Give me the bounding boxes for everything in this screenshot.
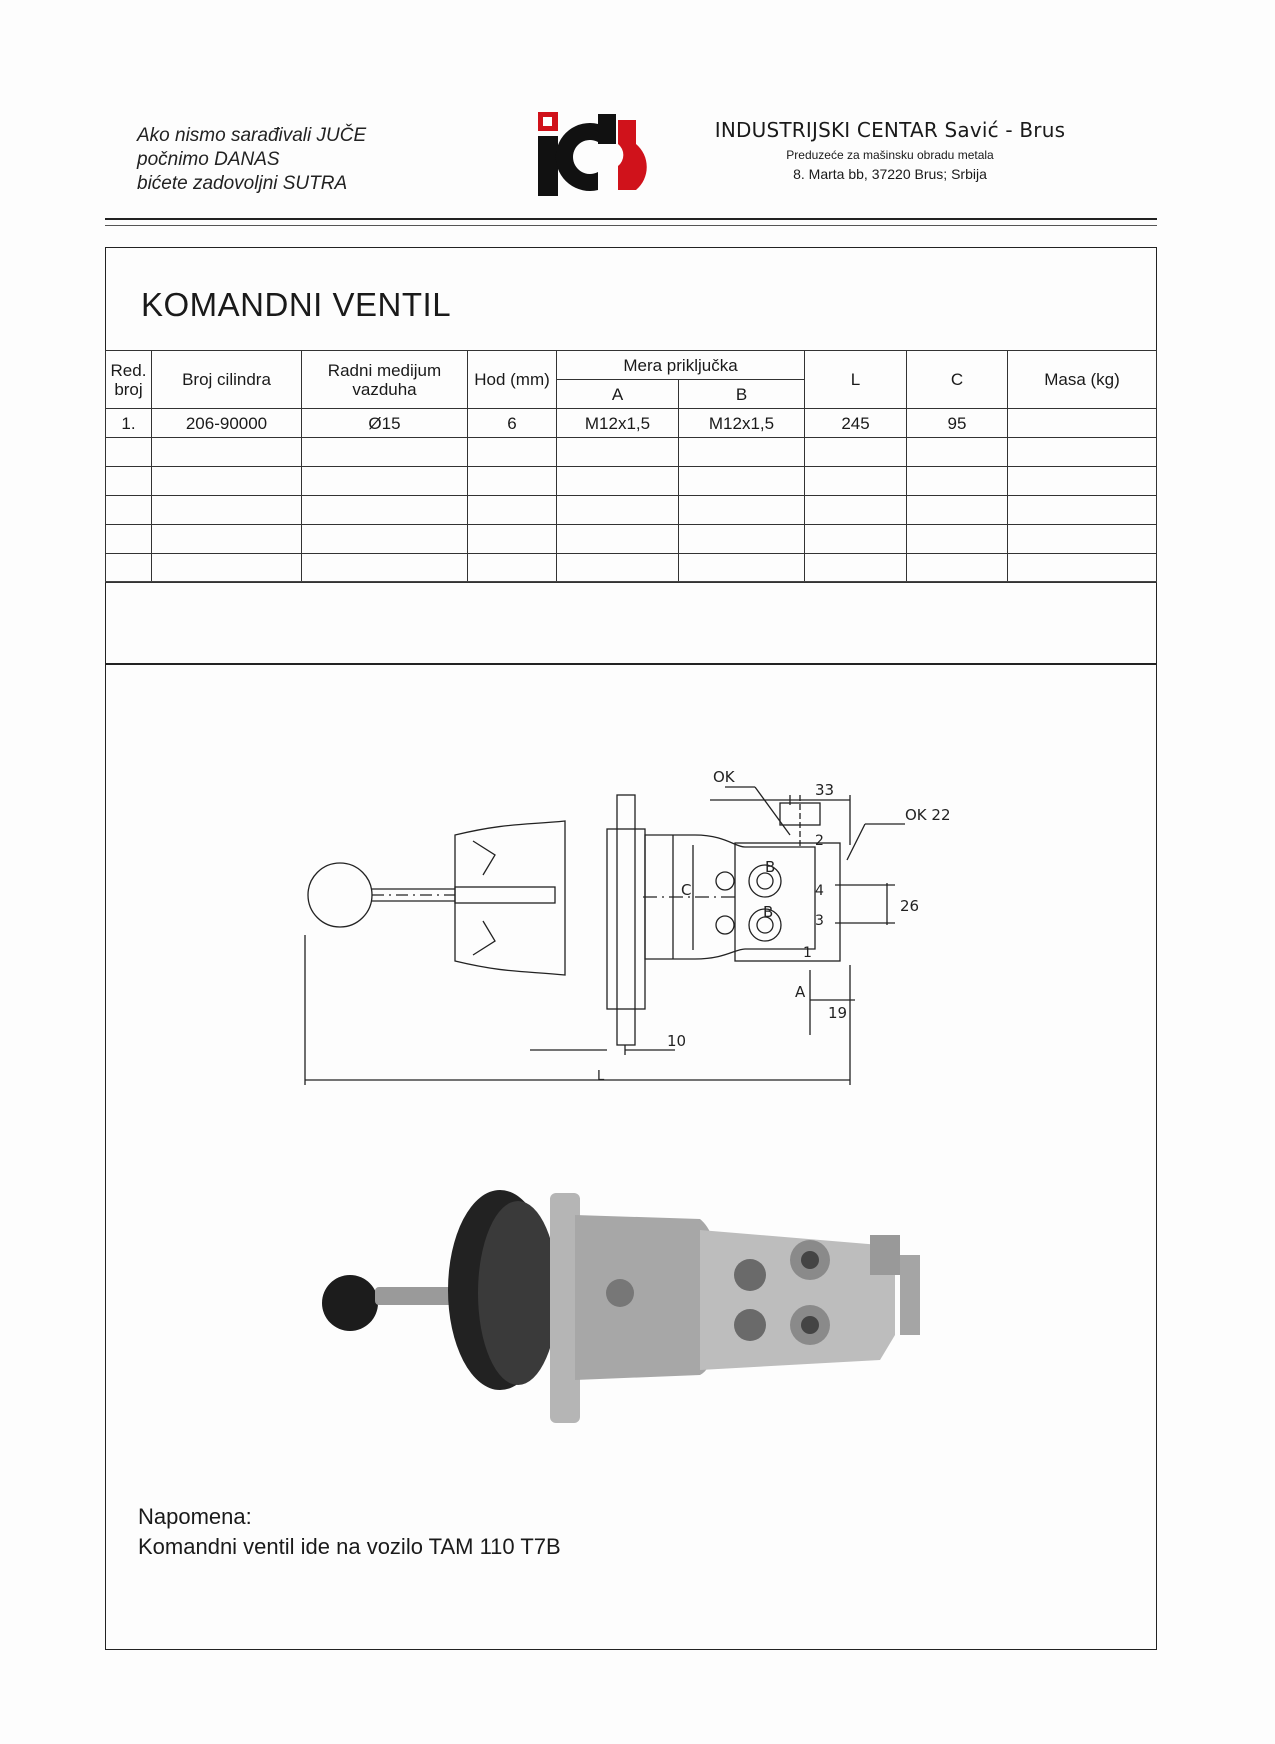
- header-a: A: [557, 380, 679, 409]
- table-cell: [1008, 496, 1157, 525]
- company-subtitle: Preduzeće za mašinsku obradu metala: [786, 148, 994, 162]
- table-cell: [679, 554, 805, 583]
- table-cell: [152, 496, 302, 525]
- table-cell: 1.: [106, 409, 152, 438]
- table-cell: M12x1,5: [557, 409, 679, 438]
- motto-line-3: bićete zadovoljni SUTRA: [137, 173, 348, 194]
- label-l: L: [597, 1069, 605, 1084]
- table-cell: [907, 554, 1008, 583]
- header-l: L: [805, 351, 907, 409]
- table-cell: [679, 525, 805, 554]
- note-heading: Napomena:: [138, 1504, 252, 1529]
- table-cell: [468, 467, 557, 496]
- table-cell: [1008, 409, 1157, 438]
- technical-drawing: [295, 735, 975, 1095]
- company-info: [700, 118, 1080, 182]
- table-cell: [106, 467, 152, 496]
- page-title: KOMANDNI VENTIL: [141, 286, 452, 323]
- label-19: 19: [828, 1004, 848, 1022]
- table-cell: [805, 438, 907, 467]
- table-row: [106, 409, 1157, 438]
- header-radni-medijum: Radni medijum vazduha: [302, 351, 468, 409]
- table-cell: [106, 525, 152, 554]
- table-cell: [106, 496, 152, 525]
- label-ok: OK: [713, 768, 735, 786]
- table-cell: [557, 554, 679, 583]
- label-port-4: 4: [815, 883, 824, 899]
- table-row: [106, 554, 1157, 583]
- table-cell: [907, 438, 1008, 467]
- table-cell: 6: [468, 409, 557, 438]
- table-cell: 95: [907, 409, 1008, 438]
- label-port-3: 3: [815, 913, 824, 929]
- header-divider: [105, 218, 1157, 220]
- table-row: [106, 525, 1157, 554]
- table-cell: [302, 525, 468, 554]
- table-row: [106, 467, 1157, 496]
- table-cell: [557, 496, 679, 525]
- table-cell: [302, 438, 468, 467]
- table-cell: M12x1,5: [679, 409, 805, 438]
- label-c: C: [681, 881, 692, 899]
- header-hod: Hod (mm): [468, 351, 557, 409]
- label-33: 33: [815, 781, 835, 799]
- table-cell: [557, 525, 679, 554]
- table-cell: [302, 467, 468, 496]
- table-cell: [468, 496, 557, 525]
- motto: [137, 124, 366, 196]
- table-cell: [805, 525, 907, 554]
- table-cell: 245: [805, 409, 907, 438]
- label-a: A: [795, 983, 806, 1001]
- header-divider-thin: [105, 225, 1157, 226]
- table-cell: [1008, 438, 1157, 467]
- note-text: Komandni ventil ide na vozilo TAM 110 T7B: [138, 1534, 561, 1559]
- table-cell: Ø15: [302, 409, 468, 438]
- label-ok22: OK 22: [905, 806, 951, 824]
- table-cell: [907, 525, 1008, 554]
- table-cell: [468, 525, 557, 554]
- table-cell: [679, 496, 805, 525]
- table-cell: [557, 467, 679, 496]
- knob-shape: [308, 863, 372, 927]
- label-b-bottom: B: [763, 903, 774, 921]
- company-logo: [536, 110, 662, 198]
- table-cell: [805, 496, 907, 525]
- header-mera: Mera priključka: [557, 351, 805, 380]
- table-cell: [468, 554, 557, 583]
- label-port-2: 2: [815, 833, 824, 849]
- label-port-1: 1: [803, 945, 812, 961]
- label-b-top: B: [765, 858, 776, 876]
- table-cell: [302, 496, 468, 525]
- motto-line-1: Ako nismo sarađivali JUČE: [137, 125, 367, 146]
- header-b: B: [679, 380, 805, 409]
- table-cell: [106, 554, 152, 583]
- product-photo: [320, 1175, 930, 1435]
- table-cell: [907, 467, 1008, 496]
- table-cell: [679, 438, 805, 467]
- table-cell: [679, 467, 805, 496]
- motto-line-2: počnimo DANAS: [137, 149, 280, 170]
- table-cell: [152, 438, 302, 467]
- note: [138, 1502, 561, 1562]
- table-bottom-rule: [105, 581, 1157, 582]
- table-cell: [106, 438, 152, 467]
- table-cell: [805, 554, 907, 583]
- table-cell: 206-90000: [152, 409, 302, 438]
- table-row: [106, 496, 1157, 525]
- table-cell: [805, 467, 907, 496]
- table-cell: [152, 467, 302, 496]
- table-cell: [152, 525, 302, 554]
- section-divider: [105, 663, 1157, 665]
- label-10: 10: [667, 1032, 687, 1050]
- table-row: [106, 438, 1157, 467]
- header-c: C: [907, 351, 1008, 409]
- spec-table: [105, 350, 1157, 583]
- company-name: INDUSTRIJSKI CENTAR Savić - Brus: [714, 118, 1066, 142]
- table-cell: [468, 438, 557, 467]
- header-broj-cilindra: Broj cilindra: [152, 351, 302, 409]
- table-cell: [152, 554, 302, 583]
- header-red-broj: Red. broj: [106, 351, 152, 409]
- table-cell: [302, 554, 468, 583]
- table-cell: [557, 438, 679, 467]
- label-26: 26: [900, 897, 920, 915]
- table-cell: [1008, 525, 1157, 554]
- table-cell: [1008, 554, 1157, 583]
- company-address: 8. Marta bb, 37220 Brus; Srbija: [793, 166, 987, 182]
- table-cell: [907, 496, 1008, 525]
- header-masa: Masa (kg): [1008, 351, 1157, 409]
- table-cell: [1008, 467, 1157, 496]
